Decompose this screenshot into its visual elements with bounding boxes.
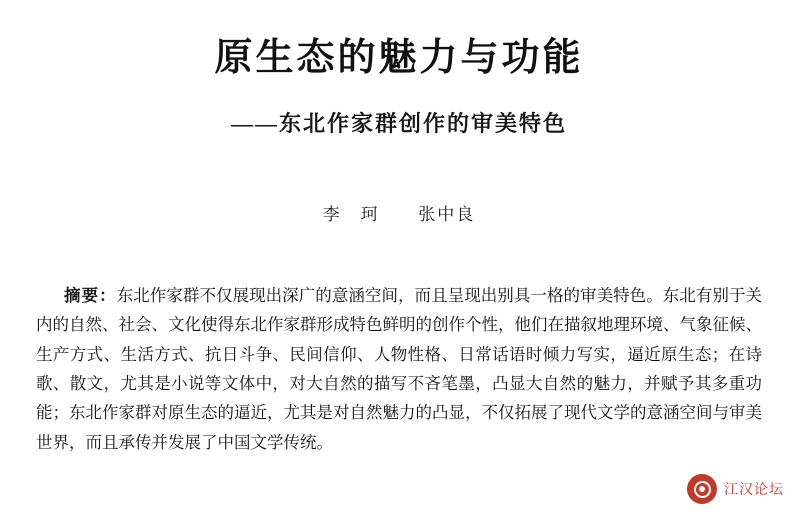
- page-title: 原生态的魅力与功能: [214, 37, 584, 79]
- watermark: [687, 474, 784, 504]
- journal-logo-icon: [687, 474, 717, 504]
- abstract-label: 摘要：: [64, 286, 117, 306]
- author-second: 张中良: [418, 205, 476, 225]
- page-subtitle: ——东北作家群创作的审美特色: [230, 111, 567, 137]
- document-page: [0, 36, 798, 514]
- abstract-block: [36, 281, 762, 457]
- watermark-label: 江汉论坛: [724, 481, 784, 497]
- author-line: [0, 200, 798, 225]
- author-first: 李 珂: [322, 205, 380, 225]
- abstract-text: 东北作家群不仅展现出深广的意涵空间，而且呈现出别具一格的审美特色。东北有别于关内的自然、社会、文化使得东北作家群形成特色鲜明的创作个性，他们在描叙地理环境、气象征候、生产方式、生活方式、抗日斗争、民间信仰、人物性格、日常话语时倾力写实，逼近原生态；在诗歌、散文，尤其是小说等文体中，对大自然的描写不吝笔墨，凸显大自然的魅力，并赋予其多重功能；东北作家群对原生态的逼近，尤其是对自然魅力的凸显，不仅拓展了现代文学的意涵空间与审美世界，而且承传并发展了中国文学传统。: [36, 286, 763, 452]
